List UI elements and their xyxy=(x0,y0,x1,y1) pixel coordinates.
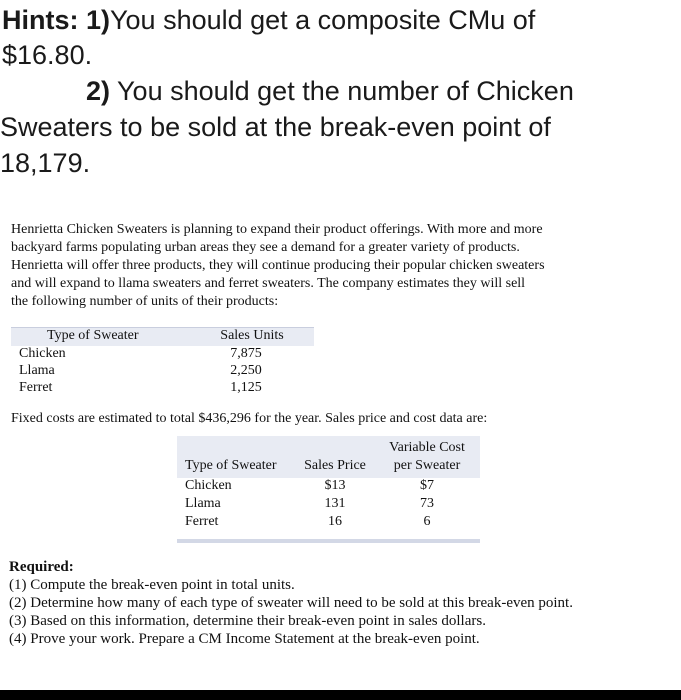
table-row xyxy=(177,514,480,532)
fixed-costs-text: Fixed costs are estimated to total $436,296 for the year. Sales price and cost data are: xyxy=(11,411,488,426)
required-item: (2) Determine how many of each type of sweater will need to be sold at this break-even point. xyxy=(9,595,573,611)
intro-line: backyard farms populating urban areas they see a demand for a greater variety of products. xyxy=(11,240,520,255)
cell-units: 1,125 xyxy=(230,380,262,395)
cell-type: Llama xyxy=(185,496,221,511)
cell-units: 2,250 xyxy=(230,363,262,378)
intro-line: the following number of units of their products: xyxy=(11,294,279,309)
intro-paragraph xyxy=(11,221,661,311)
intro-line: Henrietta Chicken Sweaters is planning to expand their product offerings. With more and more xyxy=(11,222,543,237)
table-row xyxy=(11,346,314,363)
cell-price: 16 xyxy=(328,514,342,529)
hint-2-label: 2) xyxy=(86,76,111,106)
header-type: Type of Sweater xyxy=(185,458,277,473)
required-section xyxy=(9,558,573,648)
cell-price: $13 xyxy=(324,478,346,493)
required-item: (4) Prove your work. Prepare a CM Income Statement at the break-even point. xyxy=(9,631,480,647)
required-title: Required: xyxy=(9,559,74,575)
price-cost-table xyxy=(177,436,480,543)
table-header xyxy=(177,436,480,478)
header-type: Type of Sweater xyxy=(47,328,139,343)
hint-1-label: Hints: 1) xyxy=(2,5,110,35)
header-variable-cost-2: per Sweater xyxy=(393,458,461,473)
sales-units-table xyxy=(11,327,314,397)
cell-variable-cost: $7 xyxy=(420,478,434,493)
hint-line-2: $16.80. xyxy=(2,40,93,70)
bottom-bar xyxy=(0,690,681,700)
table-row xyxy=(177,496,480,514)
table-row xyxy=(177,478,480,496)
hint-line-4: Sweaters to be sold at the break-even point of xyxy=(0,112,551,142)
cell-type: Ferret xyxy=(19,380,53,395)
header-variable-cost-1: Variable Cost xyxy=(389,440,465,455)
header-sales-price: Sales Price xyxy=(304,458,366,473)
table-row xyxy=(11,380,314,397)
table-row xyxy=(11,363,314,380)
cell-price: 131 xyxy=(324,496,346,511)
cell-units: 7,875 xyxy=(230,346,262,361)
cell-variable-cost: 73 xyxy=(420,496,434,511)
table-header xyxy=(11,327,314,346)
intro-line: and will expand to llama sweaters and ferret sweaters. The company estimates they will sell xyxy=(11,276,526,291)
cell-variable-cost: 6 xyxy=(423,514,431,529)
hint-2-text: You should get the number of Chicken xyxy=(110,76,574,106)
cell-type: Chicken xyxy=(19,346,66,361)
cell-type: Chicken xyxy=(185,478,232,493)
required-item: (3) Based on this information, determine their break-even point in sales dollars. xyxy=(9,613,486,629)
intro-line: Henrietta will offer three products, they will continue producing their popular chicken sweaters xyxy=(11,258,545,273)
cell-type: Ferret xyxy=(185,514,219,529)
hint-line-1 xyxy=(2,2,535,38)
cell-type: Llama xyxy=(19,363,55,378)
hint-line-3 xyxy=(86,73,574,109)
header-units: Sales Units xyxy=(220,328,284,343)
hint-1-text: You should get a composite CMu of xyxy=(110,5,536,35)
required-item: (1) Compute the break-even point in total units. xyxy=(9,577,295,593)
table-footer-rule xyxy=(177,539,480,543)
hint-line-5: 18,179. xyxy=(0,148,91,178)
